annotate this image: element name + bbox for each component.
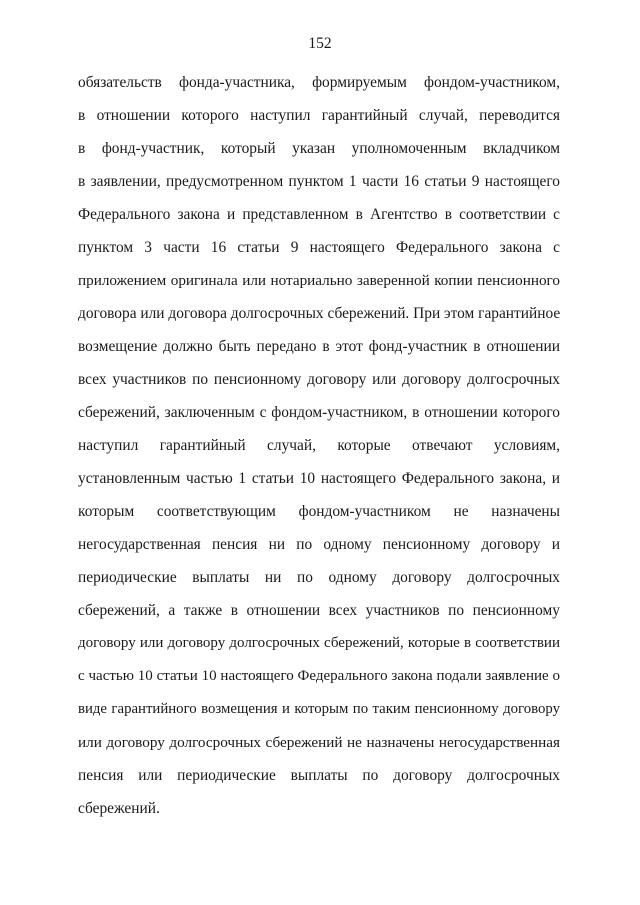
text-line: всех участников по пенсионному договору или договору долгосрочных <box>78 371 560 388</box>
text-line: или договору долгосрочных сбережений не назначены негосударственная <box>78 734 560 751</box>
text-line: негосударственная пенсия ни по одному пенсионному договору и <box>78 536 560 553</box>
text-line: с частью 10 статьи 10 настоящего Федерального закона подали заявление о <box>78 668 560 684</box>
text-line: сбережений, а также в отношении всех участников по пенсионному <box>78 602 560 619</box>
text-line: в заявлении, предусмотренном пунктом 1 части 16 статьи 9 настоящего <box>78 173 560 190</box>
text-line: виде гарантийного возмещения и которым по таким пенсионному договору <box>78 701 560 717</box>
text-line: в фонд-участник, который указан уполномоченным вкладчиком <box>78 140 560 157</box>
text-line: договору или договору долгосрочных сбережений, которые в соответствии <box>78 635 560 651</box>
text-line: наступил гарантийный случай, которые отвечают условиям, <box>78 437 560 454</box>
text-line: договора или договора долгосрочных сбережений. При этом гарантийное <box>78 305 560 322</box>
page-number: 152 <box>308 35 332 52</box>
text-line: пунктом 3 части 16 статьи 9 настоящего Федерального закона с <box>78 239 560 256</box>
body-paragraph <box>78 66 560 825</box>
text-line: обязательств фонда-участника, формируемым фондом-участником, <box>78 74 560 91</box>
text-line: установленным частью 1 статьи 10 настоящего Федерального закона, и <box>78 470 560 487</box>
text-line: которым соответствующим фондом-участником не назначены <box>78 503 560 520</box>
text-line: сбережений. <box>78 800 160 817</box>
text-line: пенсия или периодические выплаты по договору долгосрочных <box>78 767 560 784</box>
text-line: возмещение должно быть передано в этот фонд-участник в отношении <box>78 338 560 355</box>
text-line: приложением оригинала или нотариально заверенной копии пенсионного <box>78 272 560 289</box>
text-line: сбережений, заключенным с фондом-участником, в отношении которого <box>78 404 560 421</box>
text-line: в отношении которого наступил гарантийный случай, переводится <box>78 107 560 124</box>
text-line: периодические выплаты ни по одному договору долгосрочных <box>78 569 560 586</box>
text-line: Федерального закона и представленном в Агентство в соответствии с <box>78 206 560 223</box>
